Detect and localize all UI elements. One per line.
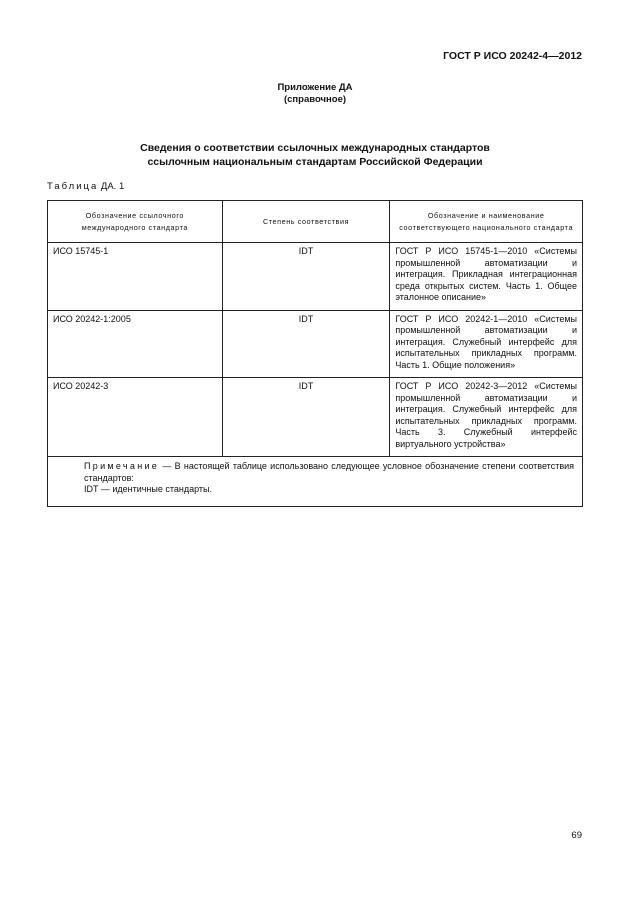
correspondence-table bbox=[47, 200, 583, 507]
table-row bbox=[48, 378, 583, 457]
table-caption-word: Таблица bbox=[47, 181, 99, 192]
note-lead: Примечание bbox=[84, 461, 160, 471]
section-title-line-1: Сведения о соответствии ссылочных международных стандартов bbox=[140, 142, 490, 154]
cell-international-standard: ИСО 15745-1 bbox=[48, 243, 223, 311]
table-row bbox=[48, 310, 583, 378]
note-text: — В настоящей таблице использовано следующее условное обозначение степени соответствия стандартов: bbox=[84, 461, 574, 483]
table-note bbox=[48, 457, 583, 507]
cell-international-standard: ИСО 20242-1:2005 bbox=[48, 310, 223, 378]
table-caption-number: ДА. 1 bbox=[100, 181, 125, 192]
table-note-row bbox=[48, 457, 583, 507]
annex-title: Приложение ДА bbox=[277, 82, 353, 93]
table-caption bbox=[47, 181, 124, 192]
note-item: IDT — идентичные стандарты. bbox=[84, 484, 213, 494]
cell-degree: IDT bbox=[222, 243, 390, 311]
section-title bbox=[0, 141, 630, 169]
header-national-standard: Обозначение и наименование соответствующего национального стандарта bbox=[390, 201, 583, 243]
table-row bbox=[48, 243, 583, 311]
cell-national-standard: ГОСТ Р ИСО 15745-1—2010 «Системы промышленной автоматизации и интеграция. Прикладная интеграционная среда открытых систем. Часть 1. Общее эталонное описание» bbox=[390, 243, 583, 311]
cell-national-standard: ГОСТ Р ИСО 20242-3—2012 «Системы промышленной автоматизации и интеграция. Служебный интерфейс для испытательных прикладных программ. Часть 3. Служебный интерфейс виртуального устройства» bbox=[390, 378, 583, 457]
cell-international-standard: ИСО 20242-3 bbox=[48, 378, 223, 457]
document-code: ГОСТ Р ИСО 20242-4—2012 bbox=[443, 50, 582, 62]
cell-national-standard: ГОСТ Р ИСО 20242-1—2010 «Системы промышленной автоматизации и интеграция. Служебный интерфейс для испытательных прикладных программ. Часть 1. Общие положения» bbox=[390, 310, 583, 378]
table-header-row bbox=[48, 201, 583, 243]
cell-degree: IDT bbox=[222, 310, 390, 378]
note-paragraph bbox=[56, 461, 574, 484]
header-international-standard: Обозначение ссылочного международного стандарта bbox=[48, 201, 223, 243]
page-number: 69 bbox=[571, 830, 582, 841]
annex-heading bbox=[0, 82, 630, 106]
section-title-line-2: ссылочным национальным стандартам Российской Федерации bbox=[147, 156, 483, 168]
cell-degree: IDT bbox=[222, 378, 390, 457]
header-degree: Степень соответствия bbox=[222, 201, 390, 243]
annex-subtitle: (справочное) bbox=[283, 94, 347, 105]
